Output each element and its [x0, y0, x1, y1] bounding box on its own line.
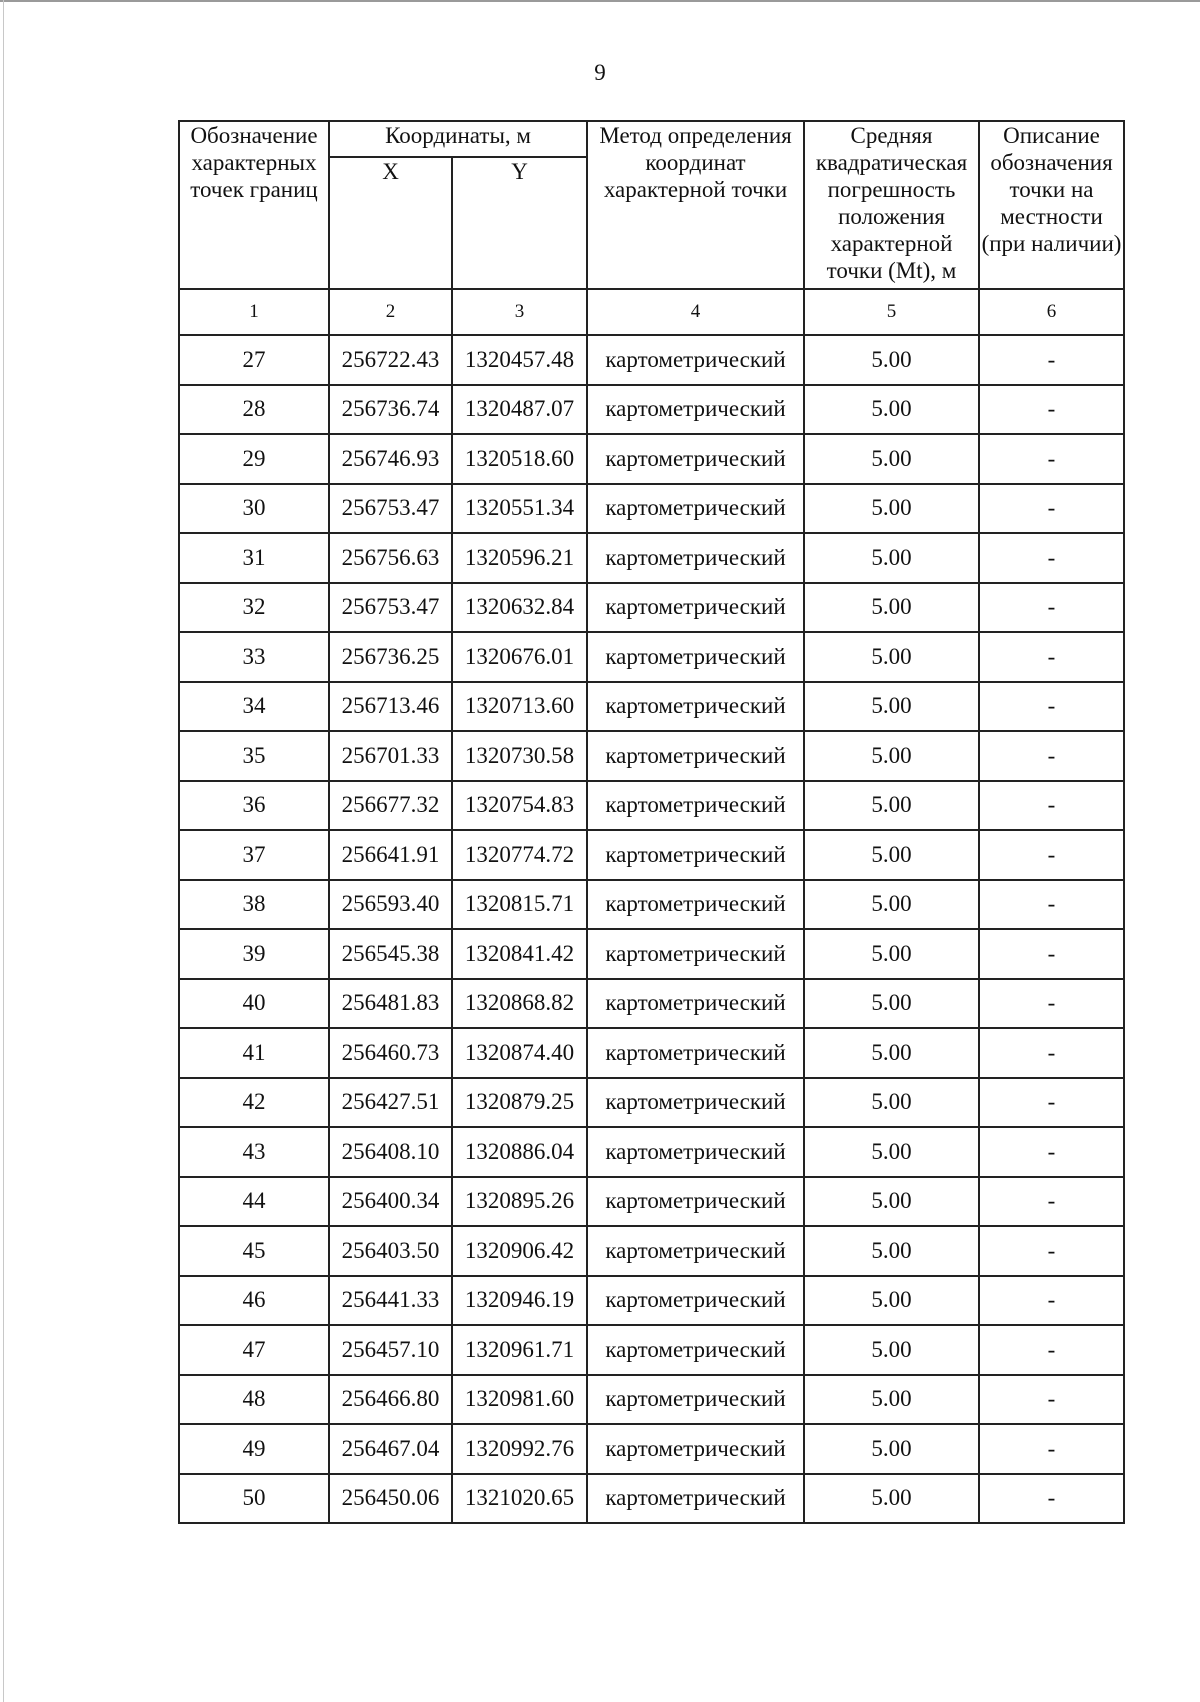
error-cell: 5.00	[804, 484, 979, 534]
method-cell: картометрический	[587, 385, 804, 435]
table-row	[179, 1226, 1124, 1276]
table-row	[179, 632, 1124, 682]
table-row	[179, 1474, 1124, 1524]
point-number-cell: 37	[179, 830, 329, 880]
y-coordinate-cell: 1320879.25	[452, 1078, 587, 1128]
description-cell: -	[979, 830, 1124, 880]
error-cell: 5.00	[804, 1226, 979, 1276]
method-cell: картометрический	[587, 1474, 804, 1524]
description-cell: -	[979, 880, 1124, 930]
error-cell: 5.00	[804, 1375, 979, 1425]
error-cell: 5.00	[804, 1078, 979, 1128]
point-number-cell: 48	[179, 1375, 329, 1425]
x-coordinate-cell: 256467.04	[329, 1424, 452, 1474]
column-number: 4	[587, 289, 804, 335]
x-coordinate-cell: 256460.73	[329, 1028, 452, 1078]
method-cell: картометрический	[587, 1177, 804, 1227]
method-cell: картометрический	[587, 335, 804, 385]
point-number-cell: 43	[179, 1127, 329, 1177]
table-row	[179, 1028, 1124, 1078]
point-number-cell: 28	[179, 385, 329, 435]
method-cell: картометрический	[587, 979, 804, 1029]
description-cell: -	[979, 1078, 1124, 1128]
x-coordinate-cell: 256481.83	[329, 979, 452, 1029]
header-coordinates: Координаты, м	[329, 121, 587, 157]
point-number-cell: 44	[179, 1177, 329, 1227]
error-cell: 5.00	[804, 1474, 979, 1524]
description-cell: -	[979, 1028, 1124, 1078]
point-number-cell: 42	[179, 1078, 329, 1128]
error-cell: 5.00	[804, 1325, 979, 1375]
point-number-cell: 38	[179, 880, 329, 930]
column-number: 1	[179, 289, 329, 335]
table-row	[179, 335, 1124, 385]
point-number-cell: 50	[179, 1474, 329, 1524]
y-coordinate-cell: 1320906.42	[452, 1226, 587, 1276]
description-cell: -	[979, 682, 1124, 732]
description-cell: -	[979, 979, 1124, 1029]
y-coordinate-cell: 1320457.48	[452, 335, 587, 385]
table-row	[179, 1276, 1124, 1326]
description-cell: -	[979, 1375, 1124, 1425]
description-cell: -	[979, 1424, 1124, 1474]
description-cell: -	[979, 1325, 1124, 1375]
table-row	[179, 781, 1124, 831]
x-coordinate-cell: 256457.10	[329, 1325, 452, 1375]
point-number-cell: 47	[179, 1325, 329, 1375]
x-coordinate-cell: 256746.93	[329, 434, 452, 484]
x-coordinate-cell: 256441.33	[329, 1276, 452, 1326]
method-cell: картометрический	[587, 1424, 804, 1474]
description-cell: -	[979, 484, 1124, 534]
table-row	[179, 880, 1124, 930]
table-row	[179, 533, 1124, 583]
point-number-cell: 29	[179, 434, 329, 484]
y-coordinate-cell: 1320886.04	[452, 1127, 587, 1177]
y-coordinate-cell: 1320774.72	[452, 830, 587, 880]
x-coordinate-cell: 256403.50	[329, 1226, 452, 1276]
table-row	[179, 1177, 1124, 1227]
point-number-cell: 46	[179, 1276, 329, 1326]
y-coordinate-cell: 1320946.19	[452, 1276, 587, 1326]
error-cell: 5.00	[804, 434, 979, 484]
header-description: Описание обозначения точки на местности (при наличии)	[979, 121, 1124, 289]
x-coordinate-cell: 256593.40	[329, 880, 452, 930]
y-coordinate-cell: 1320730.58	[452, 731, 587, 781]
y-coordinate-cell: 1320518.60	[452, 434, 587, 484]
point-number-cell: 34	[179, 682, 329, 732]
table-row	[179, 1325, 1124, 1375]
error-cell: 5.00	[804, 1028, 979, 1078]
description-cell: -	[979, 533, 1124, 583]
error-cell: 5.00	[804, 335, 979, 385]
y-coordinate-cell: 1320713.60	[452, 682, 587, 732]
method-cell: картометрический	[587, 1127, 804, 1177]
error-cell: 5.00	[804, 682, 979, 732]
point-number-cell: 35	[179, 731, 329, 781]
table-row	[179, 583, 1124, 633]
error-cell: 5.00	[804, 583, 979, 633]
description-cell: -	[979, 781, 1124, 831]
method-cell: картометрический	[587, 781, 804, 831]
x-coordinate-cell: 256753.47	[329, 583, 452, 633]
y-coordinate-cell: 1320895.26	[452, 1177, 587, 1227]
method-cell: картометрический	[587, 880, 804, 930]
method-cell: картометрический	[587, 484, 804, 534]
y-coordinate-cell: 1321020.65	[452, 1474, 587, 1524]
header-x: X	[329, 157, 452, 289]
table-row	[179, 979, 1124, 1029]
point-number-cell: 30	[179, 484, 329, 534]
point-number-cell: 32	[179, 583, 329, 633]
x-coordinate-cell: 256736.25	[329, 632, 452, 682]
x-coordinate-cell: 256545.38	[329, 929, 452, 979]
table-row	[179, 830, 1124, 880]
table-row	[179, 1127, 1124, 1177]
description-cell: -	[979, 1226, 1124, 1276]
method-cell: картометрический	[587, 1226, 804, 1276]
description-cell: -	[979, 1474, 1124, 1524]
description-cell: -	[979, 1177, 1124, 1227]
method-cell: картометрический	[587, 830, 804, 880]
x-coordinate-cell: 256400.34	[329, 1177, 452, 1227]
error-cell: 5.00	[804, 533, 979, 583]
table-body	[179, 335, 1124, 1523]
description-cell: -	[979, 929, 1124, 979]
description-cell: -	[979, 632, 1124, 682]
table-row	[179, 929, 1124, 979]
point-number-cell: 33	[179, 632, 329, 682]
point-number-cell: 49	[179, 1424, 329, 1474]
column-number-row	[179, 289, 1124, 335]
x-coordinate-cell: 256408.10	[329, 1127, 452, 1177]
y-coordinate-cell: 1320815.71	[452, 880, 587, 930]
error-cell: 5.00	[804, 632, 979, 682]
x-coordinate-cell: 256753.47	[329, 484, 452, 534]
table-row	[179, 731, 1124, 781]
y-coordinate-cell: 1320487.07	[452, 385, 587, 435]
method-cell: картометрический	[587, 1276, 804, 1326]
error-cell: 5.00	[804, 1127, 979, 1177]
column-number: 2	[329, 289, 452, 335]
description-cell: -	[979, 385, 1124, 435]
y-coordinate-cell: 1320841.42	[452, 929, 587, 979]
description-cell: -	[979, 583, 1124, 633]
method-cell: картометрический	[587, 1028, 804, 1078]
method-cell: картометрический	[587, 434, 804, 484]
y-coordinate-cell: 1320632.84	[452, 583, 587, 633]
x-coordinate-cell: 256756.63	[329, 533, 452, 583]
y-coordinate-cell: 1320868.82	[452, 979, 587, 1029]
error-cell: 5.00	[804, 1424, 979, 1474]
method-cell: картометрический	[587, 583, 804, 633]
scan-edge-left	[3, 0, 4, 1702]
x-coordinate-cell: 256677.32	[329, 781, 452, 831]
method-cell: картометрический	[587, 929, 804, 979]
x-coordinate-cell: 256701.33	[329, 731, 452, 781]
point-number-cell: 40	[179, 979, 329, 1029]
point-number-cell: 27	[179, 335, 329, 385]
table-row	[179, 1424, 1124, 1474]
table-row	[179, 1078, 1124, 1128]
error-cell: 5.00	[804, 731, 979, 781]
point-number-cell: 31	[179, 533, 329, 583]
y-coordinate-cell: 1320551.34	[452, 484, 587, 534]
header-designation: Обозначение характерных точек границ	[179, 121, 329, 289]
column-number: 3	[452, 289, 587, 335]
table-row	[179, 385, 1124, 435]
method-cell: картометрический	[587, 632, 804, 682]
point-number-cell: 41	[179, 1028, 329, 1078]
method-cell: картометрический	[587, 533, 804, 583]
description-cell: -	[979, 1127, 1124, 1177]
table-header	[179, 121, 1124, 289]
header-y: Y	[452, 157, 587, 289]
y-coordinate-cell: 1320676.01	[452, 632, 587, 682]
point-number-cell: 39	[179, 929, 329, 979]
description-cell: -	[979, 335, 1124, 385]
description-cell: -	[979, 1276, 1124, 1326]
x-coordinate-cell: 256427.51	[329, 1078, 452, 1128]
method-cell: картометрический	[587, 1078, 804, 1128]
header-method: Метод определения координат характерной точки	[587, 121, 804, 289]
error-cell: 5.00	[804, 880, 979, 930]
description-cell: -	[979, 434, 1124, 484]
y-coordinate-cell: 1320981.60	[452, 1375, 587, 1425]
y-coordinate-cell: 1320754.83	[452, 781, 587, 831]
y-coordinate-cell: 1320596.21	[452, 533, 587, 583]
header-error: Средняя квадратическая погрешность положения характерной точки (Mt), м	[804, 121, 979, 289]
description-cell: -	[979, 731, 1124, 781]
method-cell: картометрический	[587, 1325, 804, 1375]
point-number-cell: 36	[179, 781, 329, 831]
x-coordinate-cell: 256713.46	[329, 682, 452, 732]
method-cell: картометрический	[587, 682, 804, 732]
table-row	[179, 434, 1124, 484]
x-coordinate-cell: 256641.91	[329, 830, 452, 880]
method-cell: картометрический	[587, 1375, 804, 1425]
error-cell: 5.00	[804, 1276, 979, 1326]
column-number: 5	[804, 289, 979, 335]
point-number-cell: 45	[179, 1226, 329, 1276]
error-cell: 5.00	[804, 781, 979, 831]
table-row	[179, 484, 1124, 534]
table-row	[179, 682, 1124, 732]
table-row	[179, 1375, 1124, 1425]
method-cell: картометрический	[587, 731, 804, 781]
column-number: 6	[979, 289, 1124, 335]
error-cell: 5.00	[804, 929, 979, 979]
y-coordinate-cell: 1320961.71	[452, 1325, 587, 1375]
error-cell: 5.00	[804, 830, 979, 880]
x-coordinate-cell: 256722.43	[329, 335, 452, 385]
error-cell: 5.00	[804, 385, 979, 435]
error-cell: 5.00	[804, 979, 979, 1029]
y-coordinate-cell: 1320992.76	[452, 1424, 587, 1474]
x-coordinate-cell: 256736.74	[329, 385, 452, 435]
coordinates-table	[178, 120, 1125, 1524]
x-coordinate-cell: 256450.06	[329, 1474, 452, 1524]
page-number: 9	[594, 60, 606, 85]
error-cell: 5.00	[804, 1177, 979, 1227]
y-coordinate-cell: 1320874.40	[452, 1028, 587, 1078]
x-coordinate-cell: 256466.80	[329, 1375, 452, 1425]
scan-edge-top	[0, 0, 1200, 2]
